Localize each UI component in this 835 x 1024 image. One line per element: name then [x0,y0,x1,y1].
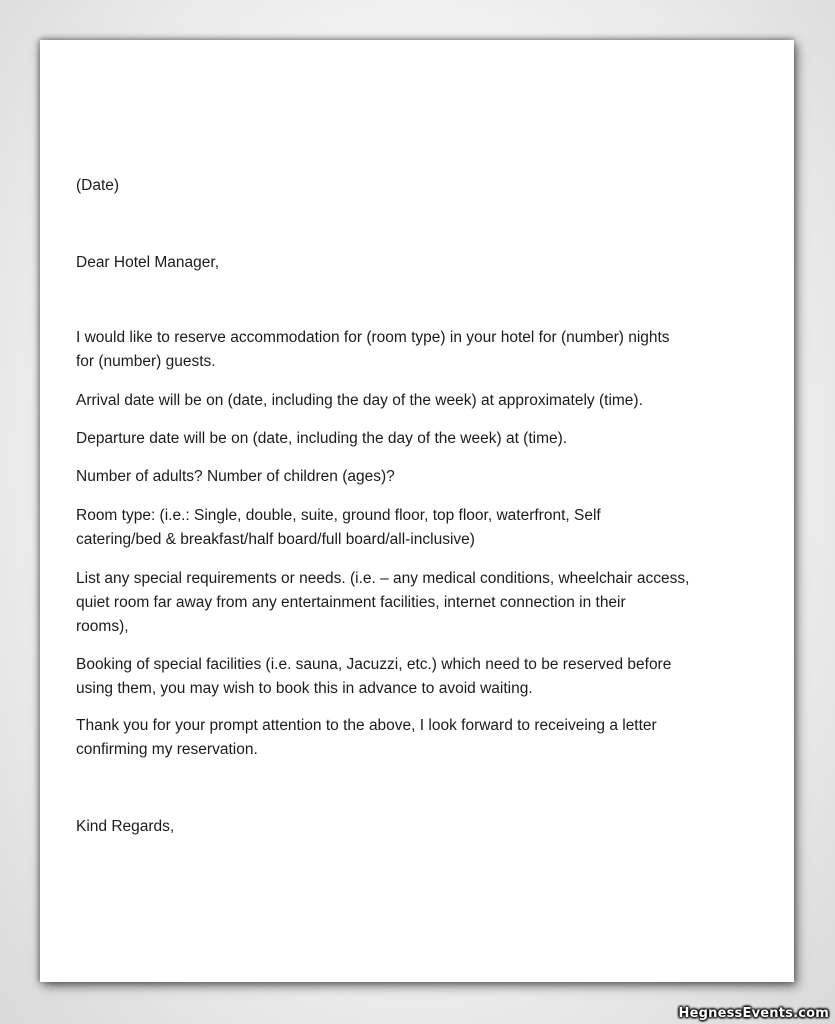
paragraph-reservation-line2: for (number) guests. [76,353,216,370]
letter-page [40,40,794,982]
paragraph-facilities-line1: Booking of special facilities (i.e. sauna, Jacuzzi, etc.) which need to be reserved before [76,656,672,673]
closing: Kind Regards, [76,818,175,835]
paragraph-requirements-line3: rooms), [76,618,129,635]
date-line: (Date) [76,177,120,194]
salutation: Dear Hotel Manager, [76,254,220,271]
paragraph-room-type-line2: catering/bed & breakfast/half board/full board/all-inclusive) [76,531,475,548]
paragraph-requirements-line2: quiet room far away from any entertainment facilities, internet connection in their [76,594,626,611]
paragraph-requirements-line1: List any special requirements or needs. (i.e. – any medical conditions, wheelchair access, [76,570,690,587]
paragraph-thanks-line2: confirming my reservation. [76,741,258,758]
paragraph-thanks-line1: Thank you for your prompt attention to the above, I look forward to receiveing a letter [76,717,657,734]
paragraph-reservation-line1: I would like to reserve accommodation for (room type) in your hotel for (number) nights [76,329,670,346]
paragraph-facilities-line2: using them, you may wish to book this in advance to avoid waiting. [76,680,533,697]
paragraph-arrival: Arrival date will be on (date, including the day of the week) at approximately (time). [76,392,643,409]
watermark: HegnessEvents.com [678,1006,829,1021]
paragraph-guests: Number of adults? Number of children (ages)? [76,468,395,485]
paragraph-departure: Departure date will be on (date, including the day of the week) at (time). [76,430,568,447]
paragraph-room-type-line1: Room type: (i.e.: Single, double, suite, ground floor, top floor, waterfront, Self [76,507,601,524]
